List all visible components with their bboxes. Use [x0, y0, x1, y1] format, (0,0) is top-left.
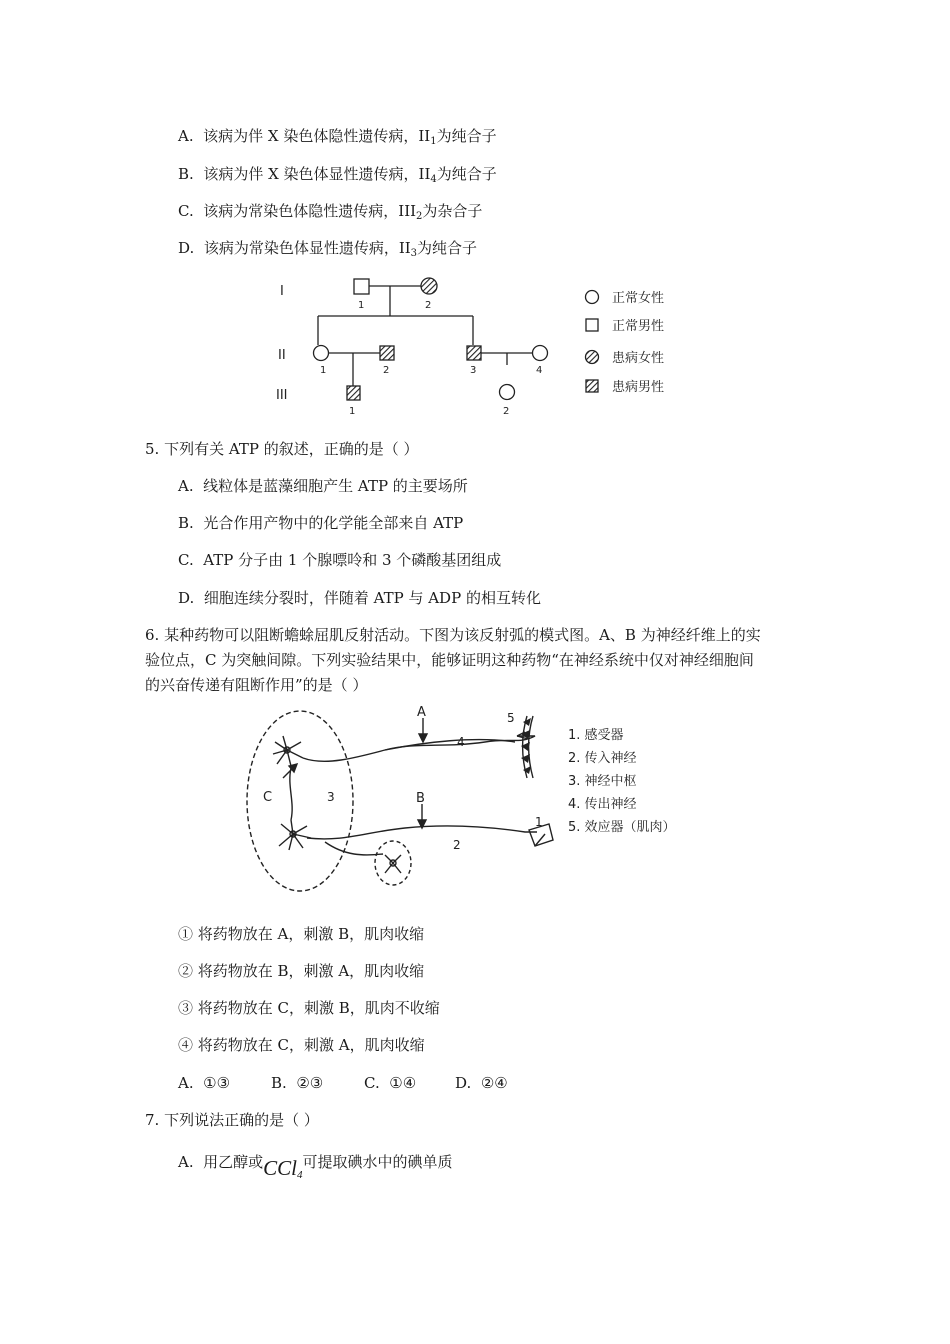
q6-stem-line-2: 验位点，C 为突触间隙。下列实验结果中，能够证明这种药物“在神经系统中仅对神经细胞间	[145, 651, 754, 669]
q6-choice-a: A. ①③	[178, 1074, 231, 1092]
svg-text:1: 1	[358, 300, 365, 311]
q4-option-c: C. 该病为常染色体隐性遗传病，$III_2$为杂合子	[178, 202, 483, 222]
pedigree-ii3-affected-male	[467, 346, 481, 360]
svg-text:C: C	[263, 790, 273, 805]
svg-text:患病女性: 患病女性	[612, 351, 665, 366]
gen-label-ii: II	[278, 348, 286, 363]
q6-statement-3: ③ 将药物放在 C，刺激 B，肌肉不收缩	[178, 999, 440, 1017]
pedigree-ii1-normal-female	[314, 346, 329, 361]
svg-text:3: 3	[327, 790, 335, 804]
arc-legend-3: 3. 神经中枢	[568, 774, 637, 789]
svg-text:正常男性: 正常男性	[612, 319, 665, 334]
q5-option-b: B. 光合作用产物中的化学能全部来自 ATP	[178, 514, 464, 532]
arc-legend-4: 4. 传出神经	[568, 797, 637, 812]
svg-text:1: 1	[349, 406, 356, 417]
legend-affected-female-icon	[586, 351, 599, 364]
pedigree-chart	[270, 268, 690, 418]
arrow-a-icon	[419, 734, 427, 742]
pedigree-iii2-normal-female	[500, 385, 515, 400]
q7-option-a: A. 用乙醇或CCl$_4$可提取碘水中的碘单质	[178, 1153, 453, 1181]
pedigree-iii1-affected-male	[347, 386, 360, 400]
q6-choice-b: B. ②③	[271, 1074, 324, 1092]
svg-text:正常女性: 正常女性	[612, 291, 665, 306]
legend-normal-male-icon	[586, 319, 598, 331]
q6-statement-2: ② 将药物放在 B，刺激 A，肌肉收缩	[178, 962, 425, 980]
ccl4-formula: CCl$_4$	[263, 1156, 303, 1181]
svg-text:2: 2	[425, 300, 432, 311]
pedigree-i2-affected-female	[421, 278, 437, 294]
q5-stem: 5. 下列有关 ATP 的叙述，正确的是（ ）	[145, 440, 419, 458]
pedigree-i1-normal-male	[354, 279, 369, 294]
q4-option-b: B. 该病为伴 X 染色体显性遗传病，$II_4$为纯合子	[178, 165, 497, 185]
q6-choice-c: C. ①④	[364, 1074, 417, 1092]
svg-text:5: 5	[507, 711, 515, 725]
q6-choice-d: D. ②④	[455, 1074, 508, 1092]
gen-label-i: I	[280, 284, 284, 299]
q4-option-a: A. 该病为伴 X 染色体隐性遗传病，$II_1$为纯合子	[178, 127, 497, 147]
svg-text:4: 4	[457, 735, 465, 749]
q4-option-d: D. 该病为常染色体显性遗传病，$II_3$为纯合子	[178, 239, 478, 259]
gen-label-iii: III	[276, 388, 288, 403]
q6-stem-line-1: 6. 某种药物可以阻断蟾蜍屈肌反射活动。下图为该反射弧的模式图。A、B 为神经纤维上的实	[145, 626, 761, 644]
q6-stem-line-3: 的兴奋传递有阻断作用”的是（ ）	[145, 676, 368, 694]
svg-text:B: B	[416, 791, 425, 806]
svg-text:2: 2	[503, 406, 510, 417]
svg-text:1: 1	[535, 815, 543, 829]
arc-legend-5: 5. 效应器（肌肉）	[568, 820, 676, 835]
svg-text:1: 1	[320, 365, 327, 376]
q6-statement-4: ④ 将药物放在 C，刺激 A，肌肉收缩	[178, 1036, 425, 1054]
svg-text:2: 2	[453, 838, 461, 852]
svg-text:4: 4	[536, 365, 543, 376]
arc-legend-1: 1. 感受器	[568, 728, 624, 743]
reflex-arc-diagram	[245, 706, 715, 901]
q7-stem: 7. 下列说法正确的是（ ）	[145, 1111, 319, 1129]
svg-text:2: 2	[383, 365, 390, 376]
pedigree-ii4-normal-female	[533, 346, 548, 361]
q5-option-d: D. 细胞连续分裂时，伴随着 ATP 与 ADP 的相互转化	[178, 589, 541, 607]
q5-option-c: C. ATP 分子由 1 个腺嘌呤和 3 个磷酸基团组成	[178, 551, 502, 569]
svg-text:患病男性: 患病男性	[612, 380, 665, 395]
q5-option-a: A. 线粒体是蓝藻细胞产生 ATP 的主要场所	[178, 477, 468, 495]
legend-normal-female-icon	[586, 291, 599, 304]
svg-text:A: A	[417, 706, 426, 720]
q6-statement-1: ① 将药物放在 A，刺激 B，肌肉收缩	[178, 925, 425, 943]
arc-legend-2: 2. 传入神经	[568, 751, 637, 766]
legend-affected-male-icon	[586, 380, 598, 392]
pedigree-ii2-affected-male	[380, 346, 394, 360]
svg-text:3: 3	[470, 365, 477, 376]
